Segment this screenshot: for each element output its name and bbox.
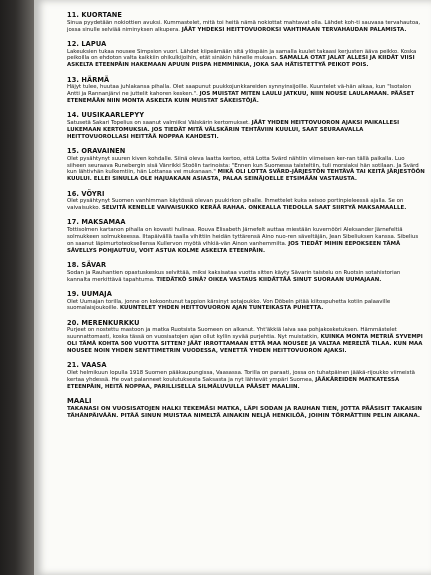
section-heading: 15. ORAVAINEN [67,146,126,155]
section-body [67,370,425,391]
section-heading: 19. UUMAJA [67,289,112,298]
section-lapua [67,40,425,69]
section-voyri [67,190,425,213]
section-instruction: JOS MUISTAT MITEN LAULU JATKUU, NIIN NOUSE LAULAMAAN. PÄÄSET ETENEMÄÄN NIIN MONTA ASKELTA KUIN MUISTAT SÄKEISTÖJÄ. [67,91,415,105]
section-body [67,120,425,141]
section-heading: 18. SÄVAR [67,261,107,270]
section-body [67,49,425,70]
section-instruction: JÄÄKÄREIDEN MATKATESSA ETEENPÄIN, HEITÄ NOPPAA, PARILLISELLA SILMÄLUVULLA PÄÄSET MAALIIN. [67,376,400,390]
section-maali [67,397,425,420]
section-body [67,406,425,420]
section-body [67,20,425,34]
section-instruction: JOS TIEDÄT MIHIN EEPOKSEEN TÄMÄ SÄVELLYS POHJAUTUU, VOIT ASTUA KOLME ASKELTA ETEENPÄIN. [67,240,401,254]
section-maksamaa [67,218,425,254]
section-uusikaarlepyy [67,111,425,140]
section-heading: MAALI [67,397,92,405]
section-text: Sinua pyydetään nokiottien avuksi. Kummastelet, mitä toi heitä nämä nokiottat mahtavat olla. Lähdet koh-ti sauvasa tervahautoa, jossa sinulle selviää niminyksen alkupera. [67,19,421,33]
document-page [34,0,431,575]
section-instruction: KUINKA MONTA METRIÄ SYVEMPI OLI TÄMÄ KOHTA 500 VUOTTA SITTEN? JÄÄT IRROTTAMAAN ETTÄ MAA NOUSEE JA VALTAA MERELTÄ TILAA. KUN MAA NOUSEE NOIN YHDEN SENTTIMETRIN VUODESSA, VENETTÄ YHDEN HEITTOVUORON AJAKSI. [67,334,423,355]
section-text: Tottisolmen kartanon pihalla on kovasti hulinaa. Rouva Elisabeth Järnefelt auttaa miestään kuvernööri Aleksander Järnefeltiä solmukkeen solmukkeessa. Iltapäivällä taalla vihittiin heidän tyttärensä Aino nuo-ren säveltäjän, Jean Sibeliuksen kanssa. Sibelius on saanut läpimurtoteoksellensa Kullervon myötä vihkiä-vän Ainon vanhemmilta. [67,227,419,247]
section-text: Olet pysähtynyt suuren kiven kohdalle. Siinä oleva laatta kertoo, että Lotta Svärd nähtiin viimeisen ker-ran tällä paikalla. Luo siiheen seuraava Runebergin sisä Vänrikki Stoölin tarinoista: "Ennen kun Suomessa taisteltiin, tuli morsiaksi hän sotilaan. Ja Svärd kun lähtivhän kulkemtiin, hän Lottansa vei mukanaan." [67,155,419,176]
section-text: Häjyt tulee, huutaa juhlakansa pihalla. Olet saapunut puukkojunkkareiden synnyinsijoille. Kuuntelet vä-hän aikaa, kun "Isotalon Antti ja Rannanjärvi ne juttelit kahoren kesken.". [67,84,411,98]
section-body [67,156,425,184]
section-heading: 12. LAPUA [67,39,107,48]
section-text: Lakeuksien tukaa nouseе Simpsion vuori. Lähdet kiipeämään sitä ylöspäin ja samalla kuulet takaasi kerjusten ääva peikko. Koska peikoilla on ehdoton valta kaikkiin ohikulkijoihin, etät sinäkin hänelle mukaan. [67,48,417,62]
section-text: Purjeet on nostettu mastoon ja matka Ruotsista Suomeen on alkanut. Yht'äkkiä laiva saa pohjakosketuksen. Hämmästelet suunnattomasti, koska tässä on vuosisatojen ajan ollut kyllin syvää purjehtia. Nyt muistatkin, [67,327,397,341]
section-vaasa [67,361,425,390]
section-text: Olet helmikuun lopulla 1918 Suomen pääkaupungissa, Vaasassa. Torilla on paraati, jossa on tuhatpäinen jääkä-rijoukko viimeistä kertaa yhdessä. He ovat palanneet koulutuksesta Saksasta ja nyt lähtevät ympäri Suomea, [67,369,415,383]
section-heading: 16. VÖYRI [67,189,105,198]
section-text: Satusetä Sakari Topelius on saanut valmiiksi Välskärin kertomukset. [67,119,250,126]
section-instruction: SAMALLA OTAT JALAT ALLESI JA KIIDÄT VIISI ASKELTA ETEENPÄIN HAKEMAAN APUUN PIISPA HEMMINKIA, JOKA SAA HÄTISTETTYÄ PEIKOT POIS. [67,55,415,69]
section-text: Sodan ja Rauhantien opastuskeskus selvittää, miksi kaksisataa vuotta sitten käyty Sävarin taistelu on Ruotsin sotahistorian kannalta merkittävä tapahtuma. [67,269,401,283]
section-instruction: MIKÄ OLI LOTTA SVÄRD-JÄRJESTÖN TEHTÄVÄ TAI KEITÄ JÄRJESTÖÖN KUULUI. ELLEI SINULLA OLE HAJUAKAAN ASIASTA, PALAA SEINÄJOELLE ETSIMÄÄN VASTAUSTA. [67,169,425,183]
section-text: Olet pysähtynyt Suomen vanhimman käytössä olevan puukirkon pihalle. Ihmettelet kuka seisoo portinpieleessä ajalla. Se on vaivaisukko. [67,198,404,212]
section-savar [67,261,425,284]
section-body [67,299,425,313]
section-heading: 21. VAASA [67,361,107,370]
section-heading: 14. UUSIKAARLEPYY [67,111,145,120]
section-body [67,270,425,284]
section-heading: 17. MAKSAMAA [67,218,126,227]
section-merenkurkku [67,319,425,355]
section-instruction: JÄÄT YHDEN HEITTOVUORON AJAKSI PAIKALLESI LUKEMAAN KERTOMUKSIA. JOS TIEDÄT MITÄ VÄLSKÄRIN TEHTÄVIIN KUULUI, SAAT SEURAAVALLA HEITTOVUOROLLASI HEITTÄÄ NOPPAA KAHDESTI. [67,119,400,140]
section-instruction: SELVITÄ KENELLE VAIVAISUKKO KERÄÄ RAHAA. ONKEALLA TIEDOLLA SAAT SIIRTYÄ MAKSAMAALLE. [101,205,407,212]
section-heading: 11. KUORTANE [67,11,123,19]
section-body [67,84,425,105]
page-content [67,11,425,426]
section-uumaja [67,290,425,313]
section-heading: 20. MERENKURKKU [67,318,140,327]
section-body [67,327,425,355]
section-instruction: TIEDÄTKÖ SINÄ? OIKEA VASTAUS KIIDÄTTÄÄ SINUT SUORAAN UUMAJAAN. [156,276,382,283]
section-kuortane [67,11,425,34]
section-heading: 13. HÄRMÄ [67,75,110,84]
book-spine-shadow [0,0,34,575]
section-text: Olet Uumajan torilla, jonne on kokoontunut tappion kärsinyt sotajoukko. Von Döbeln pitää kiitospuhetta kotiin palaaville suomalaisjoukoille. [67,298,391,312]
section-instruction: KUUNTELET YHDEN HEITTOVUORON AJAN TUNTEIKASTA PUHETTA. [119,305,324,312]
section-body [67,198,425,212]
section-harma [67,76,425,105]
section-body [67,227,425,255]
section-instruction: JÄÄT YHDEKSI HEITTOVUOROKSI VAHTIMAAN TERVAHAUDAN PALAMISTA. [181,26,407,33]
section-instruction: TAKANASI ON VUOSISATOJEN HALKI TEKEMÄSI MATKA, LÄPI SODAN JA RAUHAN TIEN, JOTTA PÄÄSISIT TAKAISIN TÄHÄNPÄIVÄÄN. PITÄÄ SINUN MUISTAA NIMELTÄ AINAKIN NELJÄ HENKILÖÄ, JOIHIN TÖRMÄTTIIN PELIN AIKANA. [67,405,423,419]
section-oravainen [67,147,425,183]
